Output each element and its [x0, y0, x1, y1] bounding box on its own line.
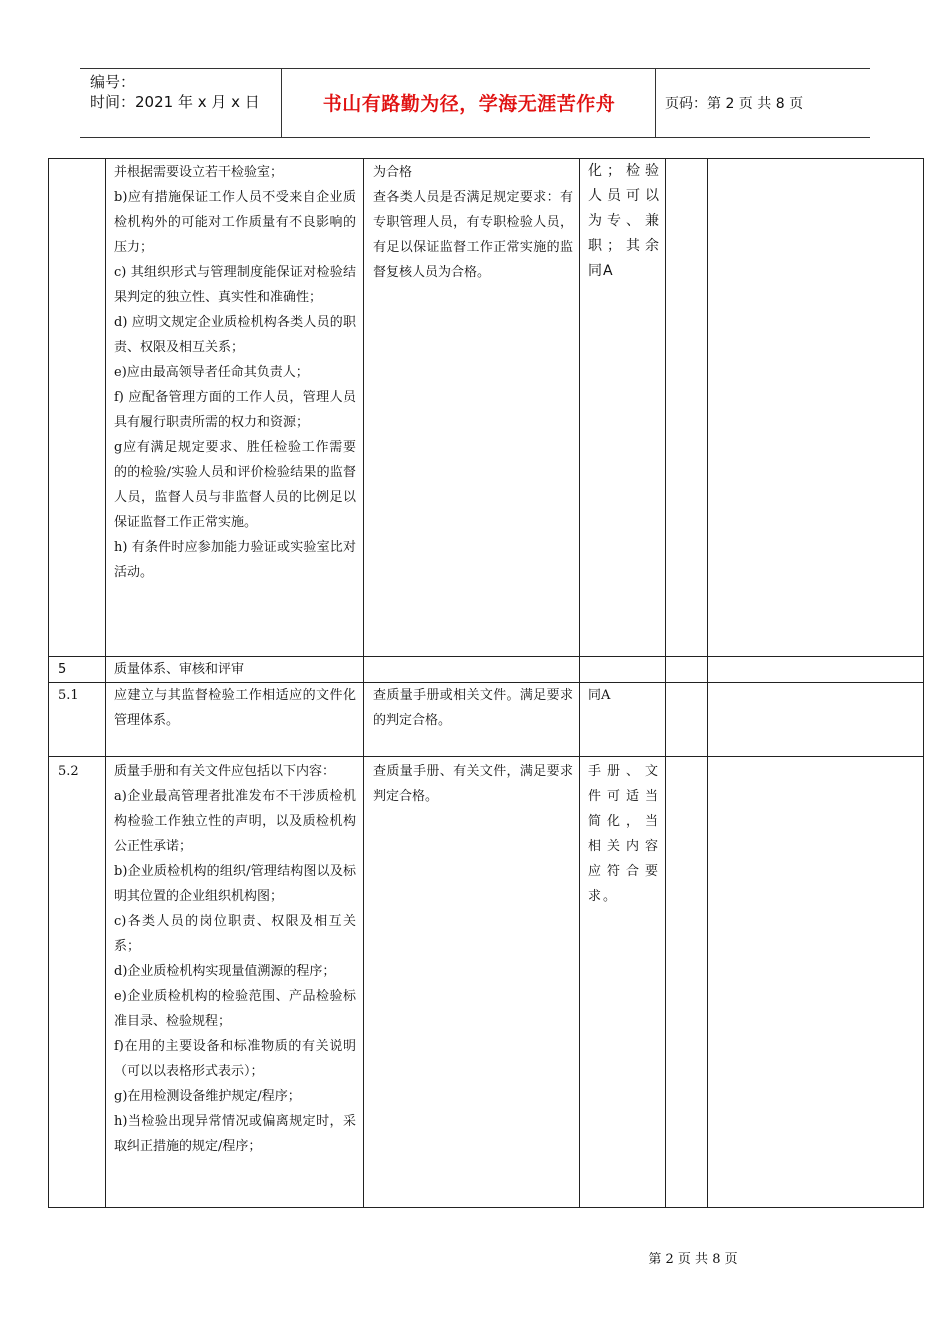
table-border	[48, 1207, 924, 1208]
table-cell-requirements: 应建立与其监督检验工作相适应的文件化管理体系。	[114, 688, 356, 728]
table-cell-method: 查质量手册或相关文件。满足要求的判定合格。	[373, 688, 573, 728]
table-border	[48, 158, 924, 159]
item-number: 5	[58, 662, 67, 677]
requirement-item: c) 其组织形式与管理制度能保证对检验结果判定的独立性、真实性和准确性；	[114, 265, 356, 305]
table-row-divider	[48, 756, 924, 757]
table-cell-requirements	[114, 160, 356, 585]
table-cell-method	[373, 160, 573, 285]
requirement-item: h) 有条件时应参加能力验证或实验室比对活动。	[114, 540, 356, 580]
requirement-item: e)应由最高领导者任命其负责人；	[114, 365, 309, 380]
header-divider	[281, 69, 282, 137]
table-cell-note: 同A	[588, 688, 611, 703]
requirement-item: 并根据需要设立若干检验室；	[114, 165, 284, 180]
requirement-item: h)当检验出现异常情况或偏离规定时，采取纠正措施的规定/程序；	[114, 1114, 356, 1154]
document-number-label: 编号：	[90, 73, 136, 91]
table-column-divider	[363, 158, 364, 1208]
requirement-item: c)各类人员的岗位职责、权限及相互关系；	[114, 914, 356, 954]
requirement-item: b)应有措施保证工作人员不受来自企业质检机构外的可能对工作质量有不良影响的压力；	[114, 190, 356, 255]
table-column-divider	[665, 158, 666, 1208]
requirement-item: a)企业最高管理者批准发布不干涉质检机构检验工作独立性的声明，以及质检机构公正性承诺；	[114, 789, 356, 854]
table-border	[48, 158, 49, 1208]
table-column-divider	[579, 158, 580, 1208]
inspection-table	[48, 158, 924, 1208]
page-header	[80, 68, 870, 138]
header-motto: 书山有路勤为径，学海无涯苦作舟	[322, 93, 616, 115]
table-column-divider	[105, 158, 106, 1208]
footer-page-number: 第 2 页 共 8 页	[648, 1252, 738, 1267]
method-text: 为合格	[373, 165, 413, 180]
table-border	[923, 158, 924, 1208]
document-date: 时间：2021 年 x 月 x 日	[90, 93, 260, 111]
method-text: 查各类人员是否满足规定要求：有专职管理人员，有专职检验人员，有足以保证监督工作正常实施的监督复核人员为合格。	[373, 190, 573, 280]
requirement-item: g应有满足规定要求、胜任检验工作需要的的检验/实验人员和评价检验结果的监督人员，监督人员与非监督人员的比例足以保证监督工作正常实施。	[114, 440, 356, 530]
table-cell-requirements	[114, 759, 356, 1159]
table-cell-note: 手册、文件可适当简化，当相关内容应符合要求。	[588, 764, 660, 904]
header-page-info: 页码：第 2 页 共 8 页	[665, 96, 804, 112]
requirement-item: d) 应明文规定企业质检机构各类人员的职责、权限及相互关系；	[114, 315, 356, 355]
item-number: 5.1	[58, 688, 79, 703]
requirement-item: b)企业质检机构的组织/管理结构图以及标明其位置的企业组织机构图；	[114, 864, 356, 904]
requirement-item: g)在用检测设备维护规定/程序；	[114, 1089, 301, 1104]
requirement-item: 质量手册和有关文件应包括以下内容：	[114, 764, 336, 779]
table-cell-method: 查质量手册、有关文件，满足要求判定合格。	[373, 764, 573, 804]
header-left	[90, 72, 260, 112]
requirement-item: f)在用的主要设备和标准物质的有关说明（可以以表格形式表示）；	[114, 1039, 356, 1079]
section-title: 质量体系、审核和评审	[114, 662, 245, 677]
requirement-item: f) 应配备管理方面的工作人员，管理人员具有履行职责所需的权力和资源；	[114, 390, 356, 430]
requirement-item: e)企业质检机构的检验范围、产品检验标准目录、检验规程；	[114, 989, 356, 1029]
requirement-item: d)企业质检机构实现量值溯源的程序；	[114, 964, 336, 979]
page-footer	[0, 1248, 950, 1267]
item-number: 5.2	[58, 764, 79, 779]
table-cell-note: 化；检验人员可以为专、兼职；其余同A	[588, 163, 660, 279]
table-column-divider	[707, 158, 708, 1208]
header-divider	[655, 69, 656, 137]
